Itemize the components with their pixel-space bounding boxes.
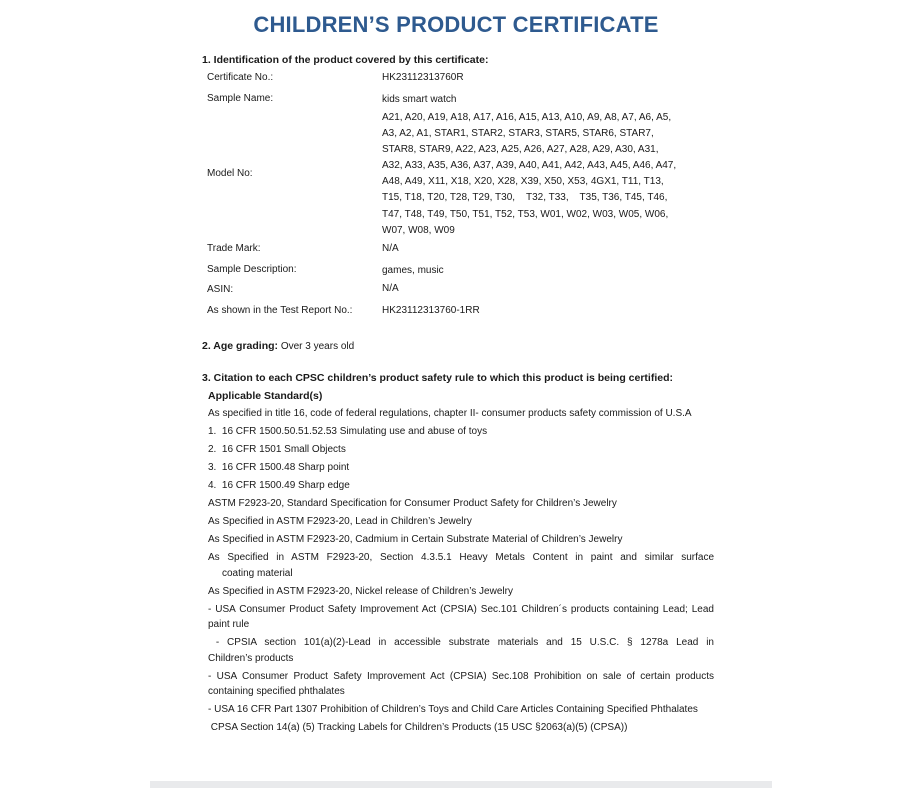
astm-heavy-metals: As Specified in ASTM F2923-20, Section 4.3.5.1 Heavy Metals Content in paint and similar surface xyxy=(208,552,714,563)
section-3-heading: 3. Citation to each CPSC children’s product safety rule to which this product is being certified: xyxy=(202,372,674,384)
astm-lead: As Specified in ASTM F2923-20, Lead in Children’s Jewelry xyxy=(208,516,472,527)
cfr-1307: - USA 16 CFR Part 1307 Prohibition of Children’s Toys and Child Care Articles Containing Specified Phthalates xyxy=(208,704,698,715)
sample-description-label: Sample Description: xyxy=(207,264,297,275)
sample-name-value: kids smart watch xyxy=(382,94,457,105)
age-grading-label: 2. Age grading: xyxy=(202,340,279,352)
test-report-label: As shown in the Test Report No.: xyxy=(207,305,353,316)
certificate-no-label: Certificate No.: xyxy=(207,72,274,83)
cpsia-101a2-cont: Children’s products xyxy=(208,652,294,664)
cpsia-101: - USA Consumer Product Safety Improvement Act (CPSIA) Sec.101 Children´s products containing Lead; Lead paint rule xyxy=(208,603,714,630)
model-no-line: T15, T18, T20, T28, T29, T30, T32, T33, T35, T36, T45, T46, xyxy=(382,192,668,204)
model-no-list xyxy=(382,110,727,239)
standard-item: 2. 16 CFR 1501 Small Objects xyxy=(208,444,346,455)
astm-cadmium: As Specified in ASTM F2923-20, Cadmium in Certain Substrate Material of Children’s Jewelry xyxy=(208,534,623,545)
model-no-line: A3, A2, A1, STAR1, STAR2, STAR3, STAR5, STAR6, STAR7, xyxy=(382,128,654,140)
applicable-standards-heading: Applicable Standard(s) xyxy=(208,390,323,402)
test-report-value: HK23112313760-1RR xyxy=(382,305,480,316)
model-no-line: T47, T48, T49, T50, T51, T52, T53, W01, W02, W03, W05, W06, xyxy=(382,208,669,220)
model-no-line: A48, A49, X11, X18, X20, X28, X39, X50, X53, 4GX1, T11, T13, xyxy=(382,176,664,188)
astm-standard: ASTM F2923-20, Standard Specification for Consumer Product Safety for Children’s Jewelry xyxy=(208,498,617,509)
cpsa-tracking-labels: CPSA Section 14(a) (5) Tracking Labels for Children’s Products (15 USC §2063(a)(5) (CPSA)) xyxy=(208,722,628,733)
certificate-no-value: HK23112313760R xyxy=(382,72,464,83)
certificate-title: CHILDREN’S PRODUCT CERTIFICATE xyxy=(253,12,659,37)
astm-heavy-metals-cont: coating material xyxy=(222,567,293,579)
page-footer-bar xyxy=(150,781,772,788)
model-no-label: Model No: xyxy=(207,168,253,179)
trade-mark-value: N/A xyxy=(382,243,399,254)
cpsia-101a2: - CPSIA section 101(a)(2)-Lead in accessible substrate materials and 15 U.S.C. § 1278a Lead in xyxy=(208,637,714,648)
section-1-heading: 1. Identification of the product covered by this certificate: xyxy=(202,54,489,66)
section-2-age-grading xyxy=(202,340,354,352)
sample-description-value: games, music xyxy=(382,265,444,276)
applicable-standards-list xyxy=(208,406,714,736)
astm-nickel: As Specified in ASTM F2923-20, Nickel release of Children’s Jewelry xyxy=(208,585,513,597)
model-no-line: W07, W08, W09 xyxy=(382,224,455,236)
standard-item: 1. 16 CFR 1500.50.51.52.53 Simulating use and abuse of toys xyxy=(208,426,488,437)
age-grading-value: Over 3 years old xyxy=(280,341,355,352)
standard-item: 3. 16 CFR 1500.48 Sharp point xyxy=(208,462,350,473)
standard-item: 4. 16 CFR 1500.49 Sharp edge xyxy=(208,480,350,491)
sample-name-label: Sample Name: xyxy=(207,93,274,104)
model-no-line: STAR8, STAR9, A22, A23, A25, A26, A27, A28, A29, A30, A31, xyxy=(382,144,659,156)
asin-label: ASIN: xyxy=(207,284,234,295)
model-no-line: A32, A33, A35, A36, A37, A39, A40, A41, A42, A43, A45, A46, A47, xyxy=(382,160,677,172)
model-no-line: A21, A20, A19, A18, A17, A16, A15, A13, A10, A9, A8, A7, A6, A5, xyxy=(382,112,672,123)
cpsia-108: - USA Consumer Product Safety Improvement Act (CPSIA) Sec.108 Prohibition on sale of certain products containing specified phthalates xyxy=(208,670,714,697)
asin-value: N/A xyxy=(382,283,399,294)
trade-mark-label: Trade Mark: xyxy=(207,243,261,254)
cfr-intro: As specified in title 16, code of federal regulations, chapter II- consumer products safety commission of U.S.A xyxy=(208,408,692,419)
